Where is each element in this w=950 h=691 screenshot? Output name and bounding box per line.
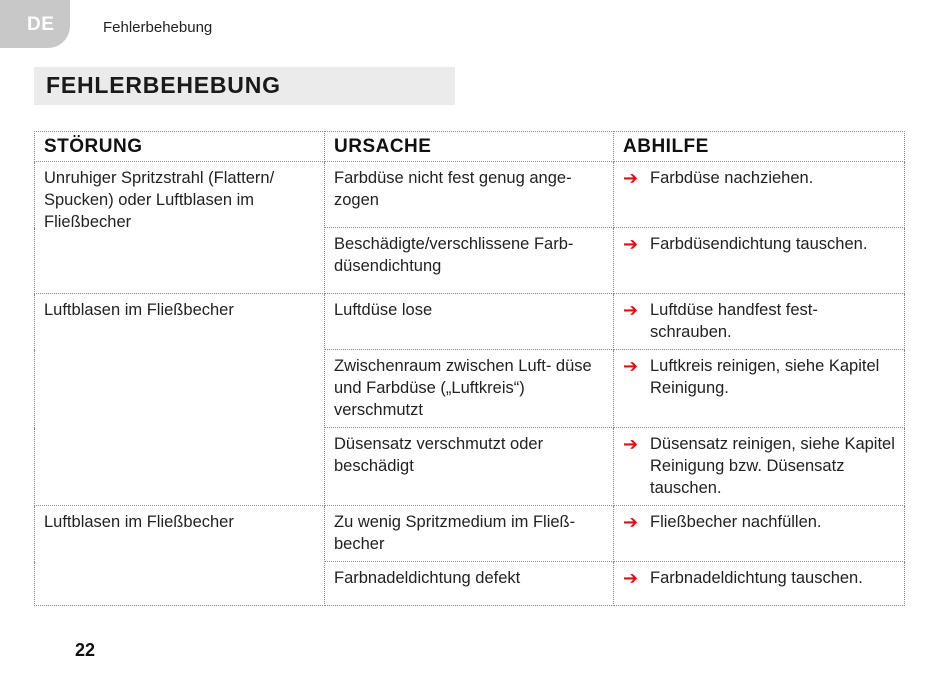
section-title: FEHLERBEHEBUNG [46,72,281,98]
troubleshooting-table [34,131,905,606]
remedy-cell [614,562,905,606]
arrow-right-icon: ➔ [623,356,639,376]
remedy-text: Farbdüse nachziehen. [650,169,814,187]
cause-cell: Farbnadeldichtung defekt [325,562,614,606]
remedy-cell [614,428,905,506]
arrow-right-icon: ➔ [623,234,639,254]
remedy-cell [614,162,905,228]
remedy-text: Düsensatz reinigen, siehe Kapitel Reinigung bzw. Düsensatz tauschen. [650,435,895,497]
arrow-right-icon: ➔ [623,300,639,320]
arrow-right-icon: ➔ [623,168,639,188]
section-title-box [34,67,455,105]
column-header-cause: URSACHE [325,132,614,162]
table-row [35,162,905,228]
column-header-fault: STÖRUNG [35,132,325,162]
remedy-cell [614,506,905,562]
language-tab [0,0,70,48]
remedy-text: Fließbecher nachfüllen. [650,513,822,531]
remedy-text: Farbdüsendichtung tauschen. [650,235,868,253]
cause-cell: Beschädigte/verschlissene Farb- düsendichtung [325,228,614,294]
cause-cell: Düsensatz verschmutzt oder beschädigt [325,428,614,506]
cause-cell: Zwischenraum zwischen Luft- düse und Farbdüse („Luftkreis“) verschmutzt [325,350,614,428]
cause-cell: Farbdüse nicht fest genug ange- zogen [325,162,614,228]
column-header-remedy: ABHILFE [614,132,905,162]
fault-cell: Luftblasen im Fließbecher [35,506,325,606]
table-header-row [35,132,905,162]
language-tag: DE [27,14,55,35]
page-number: 22 [75,640,96,660]
cause-cell: Luftdüse lose [325,294,614,350]
fault-cell: Unruhiger Spritzstrahl (Flattern/ Spucken) oder Luftblasen im Fließbecher [35,162,325,294]
remedy-cell [614,294,905,350]
running-header-title: Fehlerbehebung [103,19,213,36]
arrow-right-icon: ➔ [623,568,639,588]
remedy-cell [614,228,905,294]
arrow-right-icon: ➔ [623,512,639,532]
remedy-text: Farbnadeldichtung tauschen. [650,569,863,587]
table-row [35,294,905,350]
cause-cell: Zu wenig Spritzmedium im Fließ- becher [325,506,614,562]
arrow-right-icon: ➔ [623,434,639,454]
remedy-text: Luftdüse handfest fest- schrauben. [650,301,818,341]
fault-cell: Luftblasen im Fließbecher [35,294,325,506]
remedy-cell [614,350,905,428]
table-row [35,506,905,562]
remedy-text: Luftkreis reinigen, siehe Kapitel Reinigung. [650,357,880,397]
